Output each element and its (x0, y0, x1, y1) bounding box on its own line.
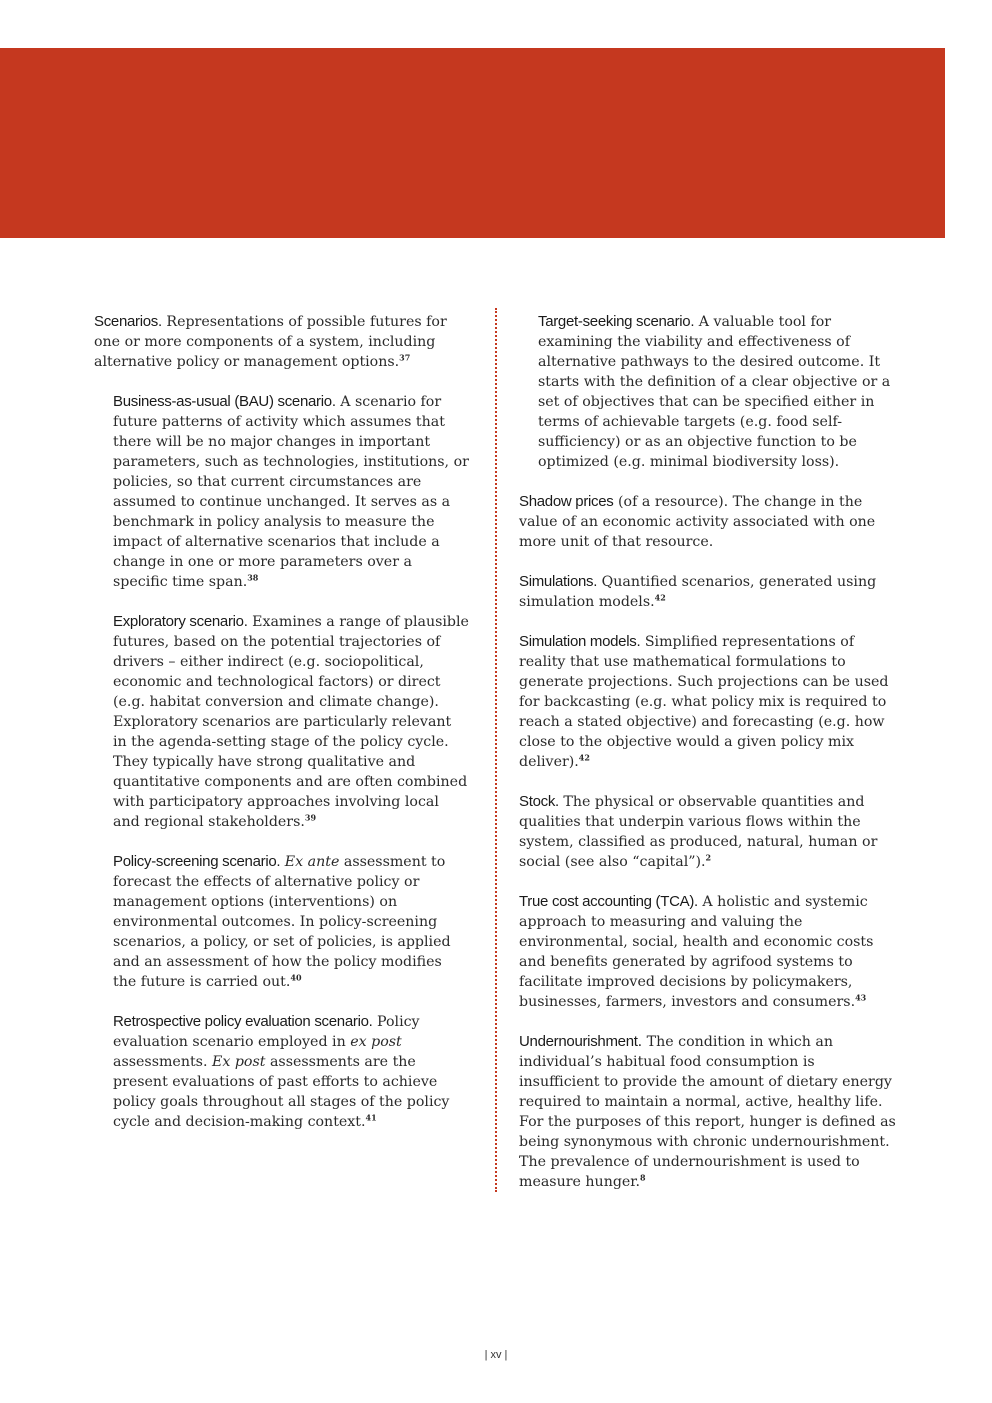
glossary-term: Policy-screening scenario. (113, 853, 281, 870)
glossary-entry (519, 892, 899, 1012)
glossary-entry (519, 1032, 899, 1192)
definition-text: . The condition in which an individual’s habitual food consumption is insufficient to provide the amount of dietary energy required to maintain a normal, active, healthy life. For the purposes of this report, hunger is defined as being synonymous with chronic undernourishment. The prevalence of undernourishment is used to measure hunger. (519, 1034, 896, 1190)
definition-text: Simplified representations of reality that use mathematical formulations to generate projections. Such projections can be used for backcasting (e.g. what policy mix is required to reach a stated objective) and forecasting (e.g. how close to the objective would a given policy mix deliver). (519, 634, 889, 770)
glossary-entry (519, 632, 899, 772)
glossary-entry (519, 792, 899, 872)
glossary-term: Undernourishment (519, 1033, 638, 1050)
reference-superscript: 37 (399, 352, 411, 363)
reference-superscript: 42 (654, 592, 666, 603)
glossary-term: Simulations. (519, 573, 598, 590)
definition-text: A holistic and systemic approach to measuring and valuing the environmental, social, health and economic costs and benefits generated by agrifood systems to facilitate improved decisions by policymakers, businesses, farmers, investors and consumers. (519, 894, 874, 1010)
header-banner (0, 48, 945, 238)
glossary-entry (94, 1012, 469, 1132)
glossary-term: Simulation models. (519, 633, 641, 650)
definition-text: (of a resource). The change in the value of an economic activity associated with one more unit of that resource. (519, 494, 876, 550)
reference-superscript: 8 (640, 1172, 646, 1183)
italic-text: Ex ante (284, 854, 340, 870)
glossary-column-right (519, 312, 899, 1212)
reference-superscript: 43 (855, 992, 867, 1003)
glossary-entry (519, 492, 899, 552)
definition-text: assessments are the present evaluations of past efforts to achieve policy goals throughout all stages of the policy cycle and decision-making context. (113, 1054, 450, 1130)
definition-text: assessments. (113, 1054, 212, 1070)
italic-text: ex post (350, 1034, 402, 1050)
glossary-entry (94, 312, 469, 372)
glossary-term: Scenarios. (94, 313, 162, 330)
definition-text: Policy evaluation scenario employed in (113, 1014, 420, 1050)
definition-text: Representations of possible futures for one or more components of a system, including alternative policy or management options. (94, 314, 447, 370)
reference-superscript: 38 (247, 572, 259, 583)
italic-text: Ex post (211, 1054, 266, 1070)
glossary-entry (519, 572, 899, 612)
glossary-term: Target-seeking scenario. (538, 313, 695, 330)
reference-superscript: 2 (705, 852, 712, 863)
definition-text: Quantified scenarios, generated using simulation models. (519, 574, 877, 610)
column-divider (495, 308, 497, 1192)
glossary-entry (94, 612, 469, 832)
glossary-term: Shadow prices (519, 493, 614, 510)
reference-superscript: 40 (290, 972, 302, 983)
definition-text: A valuable tool for examining the viability and effectiveness of alternative pathways to the desired outcome. It starts with the definition of a clear objective or a set of objectives that can be specified either in terms of achievable targets (e.g. food self-sufficiency) or as an objective function to be optimized (e.g. minimal biodiversity loss). (538, 314, 891, 470)
definition-text: A scenario for future patterns of activity which assumes that there will be no major changes in important parameters, such as technologies, institutions, or policies, so that current circumstances are assumed to continue unchanged. It serves as a benchmark in policy analysis to measure the impact of alternative scenarios that include a change in one or more parameters over a specific time span. (113, 394, 469, 590)
definition-text: Examines a range of plausible futures, based on the potential trajectories of drivers – either indirect (e.g. sociopolitical, economic and technological factors) or direct (e.g. habitat conversion and climate change). Exploratory scenarios are particularly relevant in the agenda-setting stage of the policy cycle. They typically have strong qualitative and quantitative components and are often combined with participatory approaches involving local and regional stakeholders. (113, 614, 469, 830)
reference-superscript: 42 (578, 752, 590, 763)
glossary-column-left (94, 312, 469, 1152)
definition-text: assessment to forecast the effects of alternative policy or management options (interventions) on environmental outcomes. In policy-screening scenarios, a policy, or set of policies, is applied and an assessment of how the policy modifies the future is carried out. (113, 854, 451, 990)
page-number: | xv | (484, 1349, 508, 1361)
glossary-term: True cost accounting (TCA). (519, 893, 698, 910)
glossary-term: Exploratory scenario. (113, 613, 248, 630)
glossary-entry (94, 392, 469, 592)
definition-text: The physical or observable quantities and qualities that underpin various flows within the system, classified as produced, natural, human or social (see also “capital”). (519, 794, 878, 870)
glossary-term: Stock. (519, 793, 559, 810)
reference-superscript: 39 (304, 812, 317, 823)
glossary-term: Retrospective policy evaluation scenario. (113, 1013, 373, 1030)
glossary-entry (519, 312, 899, 472)
glossary-term: Business-as-usual (BAU) scenario. (113, 393, 336, 410)
reference-superscript: 41 (365, 1112, 377, 1123)
glossary-entry (94, 852, 469, 992)
